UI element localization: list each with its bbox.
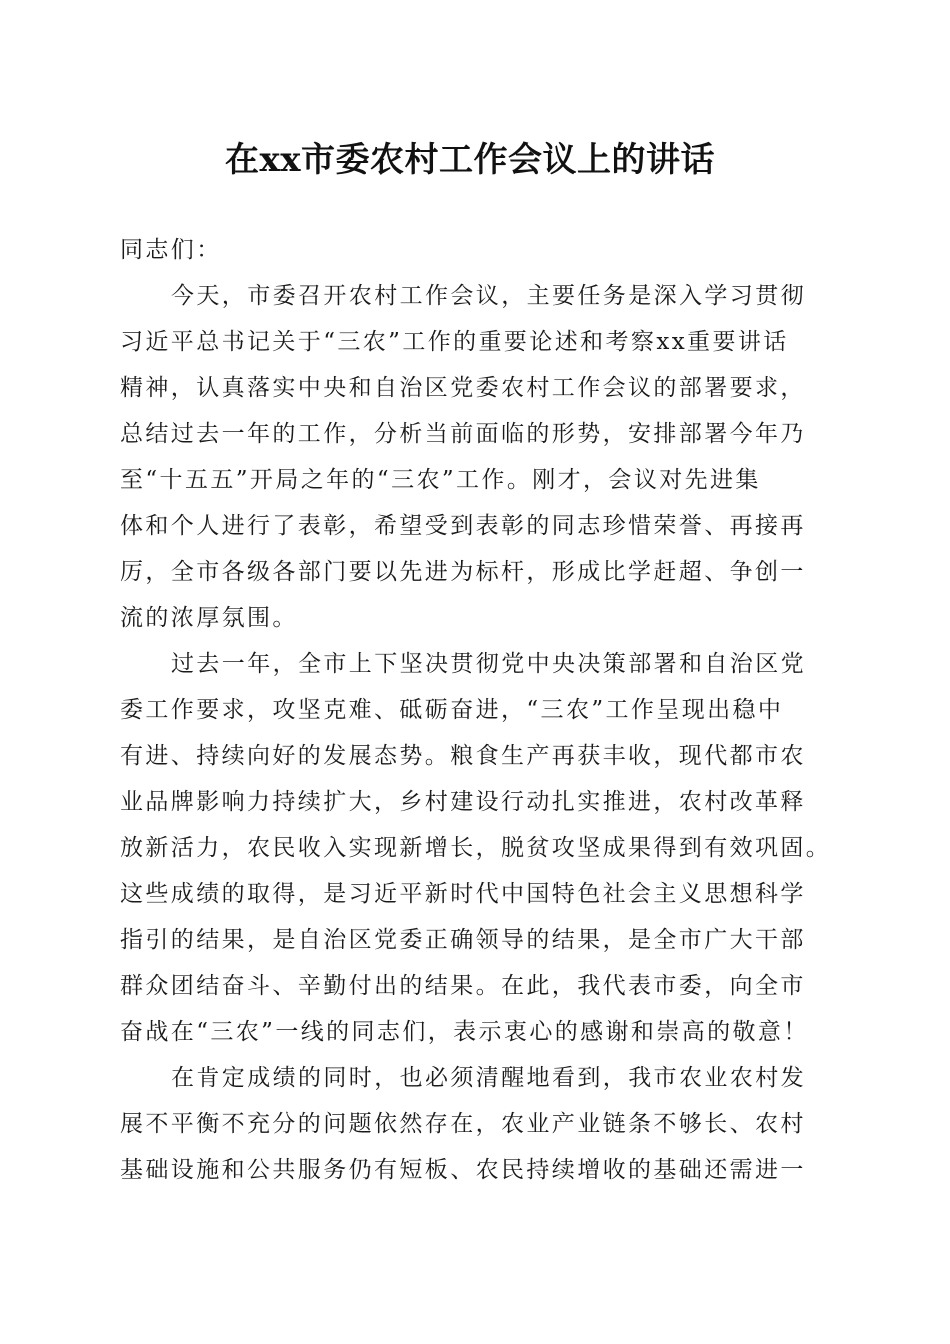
paragraph-line: 奋战在“三农”一线的同志们，表示衷心的感谢和崇高的敬意！	[120, 1019, 809, 1045]
paragraph-line: 指引的结果，是自治区党委正确领导的结果，是全市广大干部	[120, 927, 806, 953]
page-title: 在xx市委农村工作会议上的讲话	[224, 140, 716, 180]
paragraph-line: 至“十五五”开局之年的“三农”工作。刚才，会议对先进集	[120, 467, 761, 493]
paragraph-line: 业品牌影响力持续扩大，乡村建设行动扎实推进，农村改革释	[120, 789, 806, 815]
document-body	[120, 227, 832, 1193]
paragraph-line: 精神，认真落实中央和自治区党委农村工作会议的部署要求，	[120, 375, 806, 401]
paragraph-line: 习近平总书记关于“三农”工作的重要论述和考察xx重要讲话	[120, 329, 789, 355]
paragraph-2	[120, 641, 832, 1055]
paragraph-3	[120, 1055, 832, 1193]
paragraph-line: 流的浓厚氛围。	[120, 605, 298, 631]
paragraph-line: 在肯定成绩的同时，也必须清醒地看到，我市农业农村发	[171, 1065, 806, 1091]
paragraph-line: 群众团结奋斗、辛勤付出的结果。在此，我代表市委，向全市	[120, 973, 806, 999]
paragraph-line: 厉，全市各级各部门要以先进为标杆，形成比学赶超、争创一	[120, 559, 806, 585]
paragraph-line: 委工作要求，攻坚克难、砥砺奋进，“三农”工作呈现出稳中	[120, 697, 784, 723]
paragraph-line: 体和个人进行了表彰，希望受到表彰的同志珍惜荣誉、再接再	[120, 513, 806, 539]
paragraph-line: 有进、持续向好的发展态势。粮食生产再获丰收，现代都市农	[120, 743, 806, 769]
paragraph-line: 基础设施和公共服务仍有短板、农民持续增收的基础还需进一	[120, 1157, 806, 1183]
paragraph-1	[120, 273, 832, 641]
paragraph-line: 展不平衡不充分的问题依然存在，农业产业链条不够长、农村	[120, 1111, 806, 1137]
paragraph-line: 总结过去一年的工作，分析当前面临的形势，安排部署今年乃	[120, 421, 806, 447]
paragraph-line: 这些成绩的取得，是习近平新时代中国特色社会主义思想科学	[120, 881, 806, 907]
paragraph-line: 过去一年，全市上下坚决贯彻党中央决策部署和自治区党	[171, 651, 806, 677]
paragraph-line: 放新活力，农民收入实现新增长，脱贫攻坚成果得到有效巩固。	[120, 835, 832, 861]
salutation: 同志们：	[120, 237, 222, 263]
paragraph-line: 今天，市委召开农村工作会议，主要任务是深入学习贯彻	[171, 283, 806, 309]
